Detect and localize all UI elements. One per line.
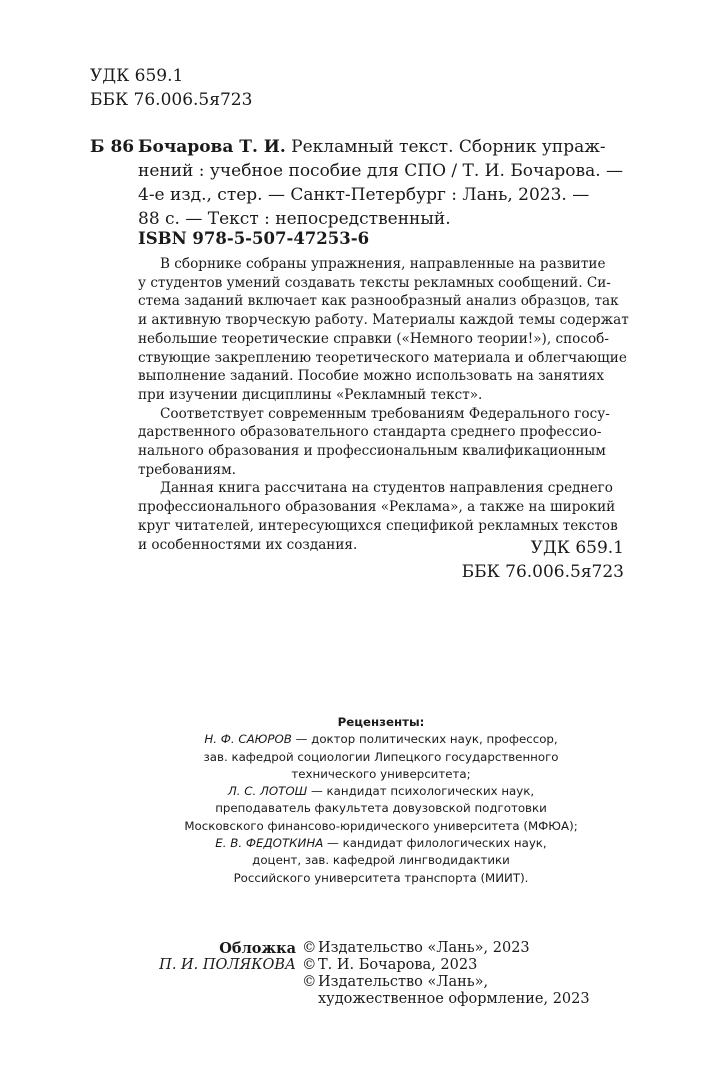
bbk-code-bottom: ББК 76.006.5я723 [461, 562, 624, 582]
reviewer-2-name: Л. С. ЛОТОШ [227, 784, 308, 799]
annotation-line: требованиям. [138, 461, 236, 478]
copyright-design-note: художественное оформление, 2023 [318, 991, 590, 1007]
annotation-line: у студентов умений создавать тексты рекламных сообщений. Си- [138, 274, 611, 291]
udk-code: УДК 659.1 [90, 66, 184, 86]
reviewer-3-info: — кандидат филологических наук, [323, 836, 547, 851]
title-line-1: Рекламный текст. Сборник упраж- [291, 137, 606, 157]
reviewer-2-info: — кандидат психологических наук, [307, 784, 535, 799]
bibliographic-entry [90, 135, 650, 231]
copyright-block [0, 940, 702, 1008]
isbn: ISBN 978-5-507-47253-6 [138, 229, 370, 248]
annotation-line: профессионального образования «Реклама», а также на широкий [138, 499, 616, 516]
annotation-line: нального образования и профессиональным квалификационным [138, 443, 606, 460]
annotation-line: и активную творческую работу. Материалы каждой темы содержат [138, 312, 629, 329]
annotation-line: дарственного образовательного стандарта среднего профессио- [138, 424, 602, 441]
bibliographic-description [138, 135, 650, 231]
annotation-line: при изучении дисциплины «Рекламный текст». [138, 386, 483, 403]
classification-codes-bottom [462, 536, 624, 584]
reviewer-1-affiliation-2: технического университета; [291, 766, 471, 781]
cover-label: Обложка [219, 940, 296, 957]
annotation-line: ствующие закреплению теоретического материала и облегчающие [138, 349, 627, 366]
bbk-code: ББК 76.006.5я723 [90, 90, 253, 110]
annotation-line: Данная книга рассчитана на студентов направления среднего [160, 480, 613, 497]
copyright-author: Т. И. Бочарова, 2023 [318, 957, 478, 973]
author-name: Бочарова Т. И. [138, 137, 286, 157]
copyright-publisher: Издательство «Лань», 2023 [318, 940, 530, 956]
title-line-4: 88 с. — Текст : непосредственный. [138, 209, 451, 229]
classification-codes-top [90, 64, 252, 112]
annotation-line: стема заданий включает как разнообразный анализ образцов, так [138, 293, 619, 310]
copyright-symbol: © [302, 940, 317, 956]
annotation-line: круг читателей, интересующихся спецификой рекламных текстов [138, 517, 618, 534]
reviewer-2-affiliation: преподаватель факультета довузовской подготовки [215, 801, 547, 816]
copyright-symbol: © [302, 974, 317, 990]
reviewer-3-name: Е. В. ФЕДОТКИНА [215, 836, 324, 851]
reviewer-2-affiliation-2: Московского финансово-юридического университета (МФЮА); [184, 818, 578, 833]
reviewers-title: Рецензенты: [337, 715, 425, 729]
reviewers-block [138, 714, 624, 887]
reviewer-3-affiliation: доцент, зав. кафедрой лингводидактики [252, 853, 510, 868]
title-line-2: нений : учебное пособие для СПО / Т. И. Бочарова. — [138, 161, 624, 181]
title-line-3: 4-е изд., стер. — Санкт-Петербург : Лань, 2023. — [138, 185, 590, 205]
author-sign: Б 86 [90, 137, 135, 157]
annotation [138, 255, 629, 554]
annotation-line: небольшие теоретические справки («Немного теории!»), способ- [138, 330, 609, 347]
udk-code-bottom: УДК 659.1 [530, 538, 624, 558]
annotation-line: Соответствует современным требованиям Федерального госу- [160, 405, 610, 422]
annotation-line: выполнение заданий. Пособие можно использовать на занятиях [138, 368, 605, 385]
annotation-line: В сборнике собраны упражнения, направленные на развитие [160, 256, 606, 272]
reviewer-1-info: — доктор политических наук, профессор, [291, 732, 558, 747]
reviewer-1-name: Н. Ф. САЮРОВ [204, 732, 292, 747]
reviewer-1-affiliation: зав. кафедрой социологии Липецкого государственного [203, 749, 559, 764]
reviewer-3-affiliation-2: Российского университета транспорта (МИИТ). [233, 870, 529, 885]
annotation-line: и особенностями их создания. [138, 536, 358, 553]
copyright-design-publisher: Издательство «Лань», [318, 974, 489, 990]
copyright-symbol: © [302, 957, 317, 973]
cover-designer: П. И. ПОЛЯКОВА [159, 957, 296, 973]
